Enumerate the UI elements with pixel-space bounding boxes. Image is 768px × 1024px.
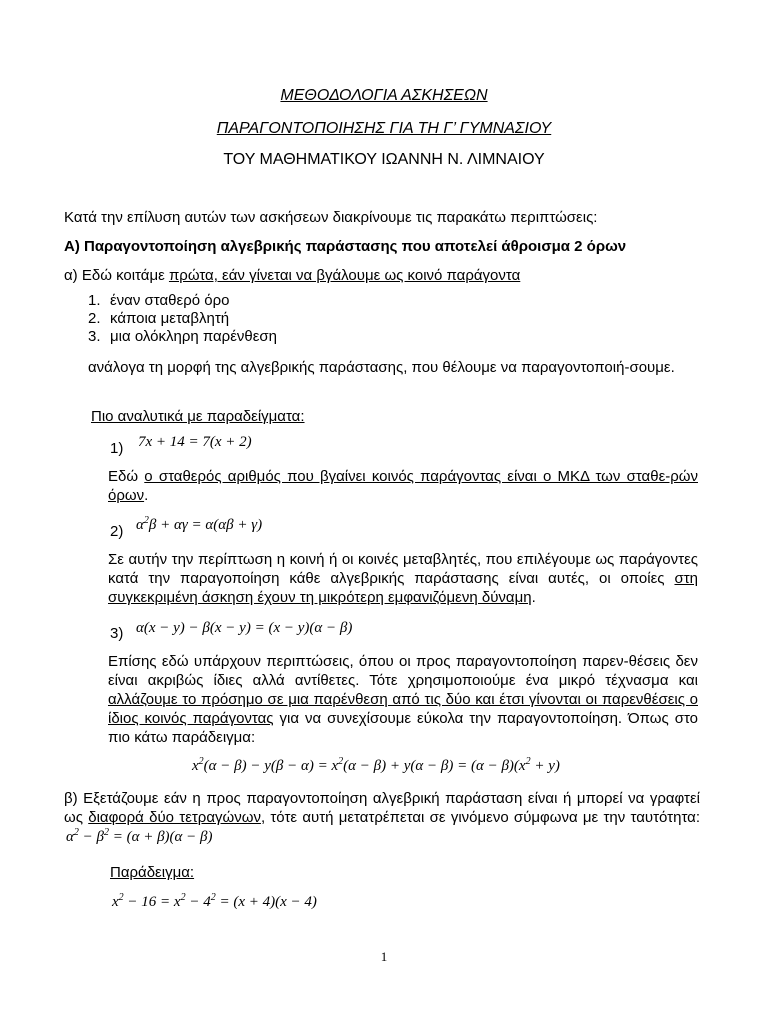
title-line-1: ΜΕΘΟΔΟΛΟΓΙΑ ΑΣΚΗΣΕΩΝ: [280, 87, 488, 104]
list-item-text: μια ολόκληρη παρένθεση: [110, 328, 278, 345]
title-line-2: ΠΑΡΑΓΟΝΤΟΠΟΙΗΣΗΣ ΓΙΑ ΤΗ Γ’ ΓΥΜΝΑΣΙΟΥ: [216, 120, 552, 137]
example-1-formula: 7x + 14 = 7(x + 2): [138, 434, 252, 450]
example-2-formula: $\alpha^2\beta + \alpha\gamma = \alpha(\alpha\beta + \gamma)$: [136, 515, 263, 533]
analogy-paragraph: ανάλογα τη μορφή της αλγεβρικής παράστασης, που θέλουμε να παραγοντοποιή-σουμε.: [88, 359, 675, 376]
example-3-formula: α(x − y) − β(x − y) = (x − y)(α − β): [136, 620, 353, 636]
example-2-suffix: .: [531, 589, 536, 606]
common-factor-list: [88, 291, 277, 345]
alpha-paragraph: [64, 266, 700, 285]
page-number: 1: [380, 949, 388, 964]
example-1-prefix: Εδώ: [108, 468, 145, 485]
intro-paragraph: Κατά την επίλυση αυτών των ασκήσεων διακρίνουμε τις παρακάτω περιπτώσεις:: [64, 209, 598, 226]
list-item: [88, 309, 277, 327]
beta-underlined: διαφορά δύο τετραγώνων: [88, 809, 261, 826]
example-heading: Παράδειγμα:: [110, 864, 195, 881]
beta-paragraph: [64, 789, 700, 847]
example-3-suffix: για να συνεχίσουμε εύκολα την παραγοντοποίηση. Όπως στο πιο κάτω παράδειγμα:: [108, 710, 699, 746]
list-item-text: κάποια μεταβλητή: [110, 310, 230, 327]
example-3-text: [108, 652, 698, 747]
list-item-number: 1.: [88, 292, 101, 309]
list-item-number: 3.: [88, 328, 101, 345]
list-item: [88, 291, 277, 309]
example-1-suffix: .: [144, 487, 149, 504]
example-1-underlined: ο σταθερός αριθμός που βγαίνει κοινός παράγοντας είναι ο ΜΚΔ των σταθε-ρών όρων: [108, 468, 698, 504]
author-line: ΤΟΥ ΜΑΘΗΜΑΤΙΚΟΥ ΙΩΑΝΝΗ Ν. ΛΙΜΝΑΙΟΥ: [223, 151, 545, 168]
example-2-label: 2): [110, 523, 124, 540]
example-3-extended-formula: $x^2(\alpha - \beta) - y(\beta - \alpha) = x^2(\alpha - \beta) + y(\alpha - \beta) = (\alpha - \beta)(x^2 + y)$: [192, 756, 560, 774]
list-item-number: 2.: [88, 310, 101, 327]
alpha-prefix: α) Εδώ κοιτάμε: [64, 267, 169, 284]
example-3-label: 3): [110, 625, 124, 642]
example-1-label: 1): [110, 440, 124, 457]
beta-prefix: β) Εξετάζουμε εάν η προς παραγοντοποίηση αλγεβρική παράσταση είναι ή μπορεί να γραφτεί ως: [64, 790, 700, 826]
beta-suffix: , τότε αυτή μετατρέπεται σε γινόμενο σύμφωνα με την ταυτότητα:: [260, 809, 701, 826]
example-2-underlined: στη συγκεκριμένη άσκηση έχουν τη μικρότερη εμφανιζόμενη δύναμη: [108, 570, 698, 606]
list-item: [88, 327, 277, 345]
example-2-text: [108, 550, 698, 607]
example-formula: $x^2 - 16 = x^2 - 4^2 = (x + 4)(x - 4)$: [112, 892, 317, 910]
example-2-prefix: Σε αυτήν την περίπτωση η κοινή ή οι κοινές μεταβλητές, που επιλέγουμε ως παράγοντες κατά την παραγοποίηση κάθε αλγεβρικής παράστασης είναι αυτές, οι οποίες: [108, 551, 698, 587]
section-a-heading: Α) Παραγοντοποίηση αλγεβρικής παράστασης που αποτελεί άθροισμα 2 όρων: [64, 238, 627, 255]
list-item-text: έναν σταθερό όρο: [110, 292, 230, 309]
alpha-underlined: πρώτα, εάν γίνεται να βγάλουμε ως κοινό παράγοντα: [168, 267, 521, 284]
examples-heading: Πιο αναλυτικά με παραδείγματα:: [91, 408, 305, 425]
example-3-underlined: αλλάζουμε το πρόσημο σε μια παρένθεση από τις δύο και έτσι γίνονται οι παρενθέσεις ο ίδιος κοινός παράγοντας: [108, 691, 698, 727]
difference-of-squares-identity: $\alpha^2 - \beta^2 = (\alpha + \beta)(\alpha - \beta)$: [66, 827, 213, 845]
example-3-prefix: Επίσης εδώ υπάρχουν περιπτώσεις, όπου οι προς παραγοντοποίηση παρεν-θέσεις δεν είναι ακριβώς ίδιες αλλά αντίθετες. Τότε χρησιμοποιούμε ένα μικρό τέχνασμα και: [108, 653, 698, 689]
example-1-text: [108, 467, 698, 505]
